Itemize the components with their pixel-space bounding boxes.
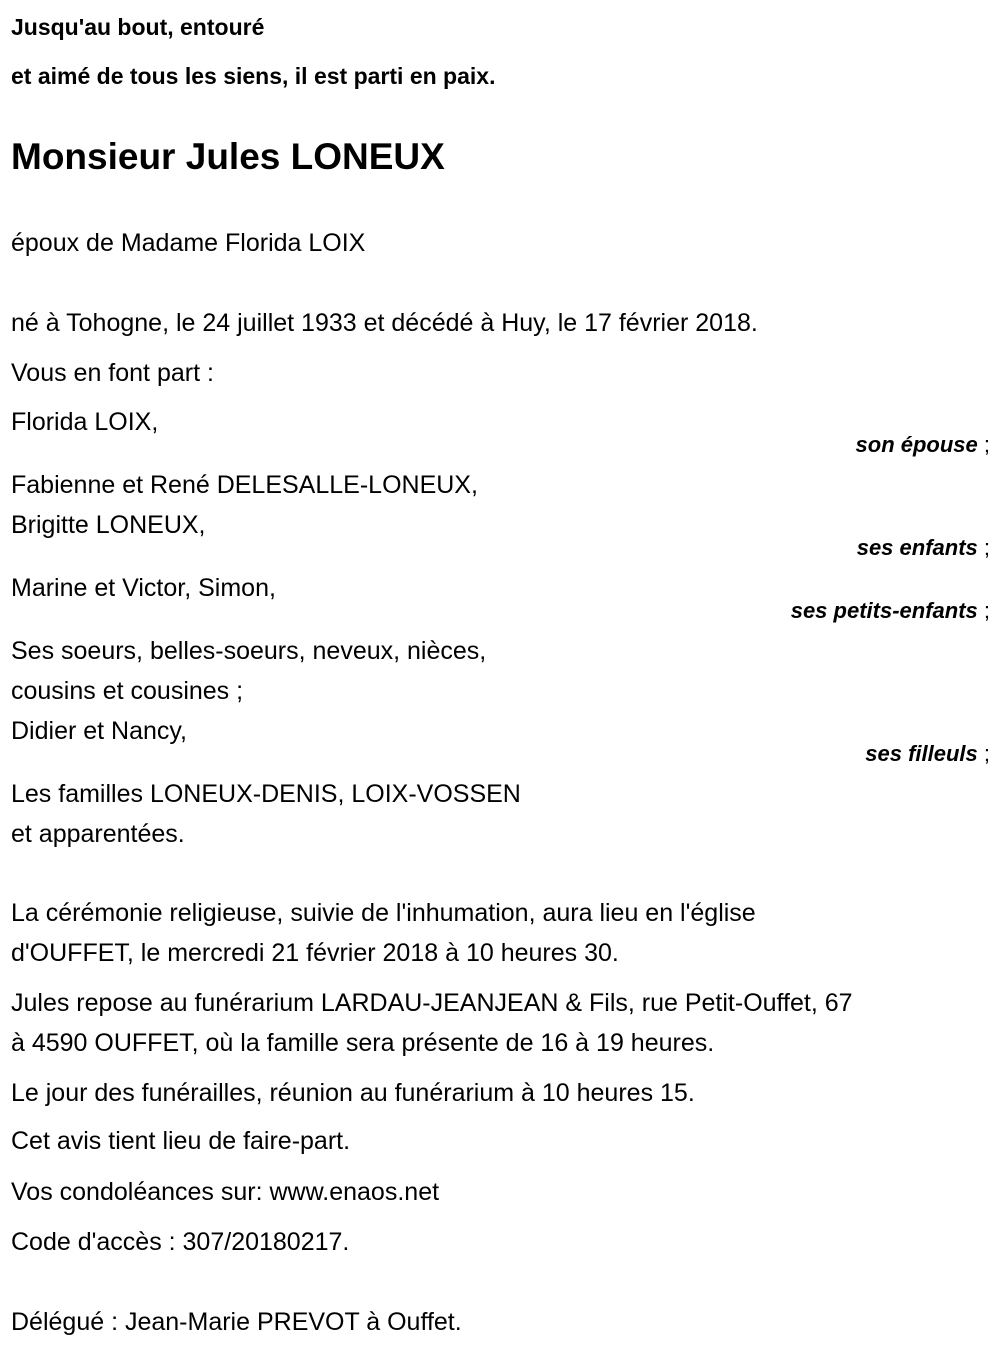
family-line: Didier et Nancy, — [11, 717, 187, 745]
family-role: ses petits-enfants ; — [790, 598, 990, 623]
family-line: Ses soeurs, belles-soeurs, neveux, nièces, — [11, 637, 487, 665]
family-line: et apparentées. — [11, 820, 185, 848]
family-line: Les familles LONEUX-DENIS, LOIX-VOSSEN — [11, 780, 521, 808]
family-role: son épouse ; — [855, 432, 990, 457]
ceremony-line: La cérémonie religieuse, suivie de l'inhumation, aura lieu en l'église — [11, 899, 756, 927]
announce-line: Vous en font part : — [11, 359, 214, 387]
family-role: ses enfants ; — [856, 535, 990, 560]
family-line: Brigitte LONEUX, — [11, 511, 206, 539]
delegate-line: Délégué : Jean-Marie PREVOT à Ouffet. — [11, 1308, 462, 1336]
condolences-line: Vos condoléances sur: www.enaos.net — [11, 1178, 440, 1206]
intro-line: et aimé de tous les siens, il est parti en paix. — [11, 63, 496, 89]
notice-line: Cet avis tient lieu de faire-part. — [11, 1127, 351, 1155]
family-line: Marine et Victor, Simon, — [11, 574, 276, 602]
ceremony-line: d'OUFFET, le mercredi 21 février 2018 à 10 heures 30. — [11, 939, 619, 967]
family-line: Fabienne et René DELESALLE-LONEUX, — [11, 471, 478, 499]
funeral-home-line: à 4590 OUFFET, où la famille sera présente de 16 à 19 heures. — [11, 1029, 715, 1057]
spouse-line: époux de Madame Florida LOIX — [11, 229, 366, 257]
access-code-line: Code d'accès : 307/20180217. — [11, 1228, 350, 1256]
meeting-line: Le jour des funérailles, réunion au funérarium à 10 heures 15. — [11, 1079, 695, 1107]
funeral-home-line: Jules repose au funérarium LARDAU-JEANJEAN & Fils, rue Petit-Ouffet, 67 — [11, 989, 853, 1017]
family-line: cousins et cousines ; — [11, 677, 244, 705]
birth-death-line: né à Tohogne, le 24 juillet 1933 et décédé à Huy, le 17 février 2018. — [11, 309, 758, 337]
family-role: ses filleuls ; — [865, 741, 990, 766]
intro-line: Jusqu'au bout, entouré — [11, 14, 265, 40]
family-line: Florida LOIX, — [11, 408, 159, 436]
deceased-name-title: Monsieur Jules LONEUX — [11, 136, 445, 177]
